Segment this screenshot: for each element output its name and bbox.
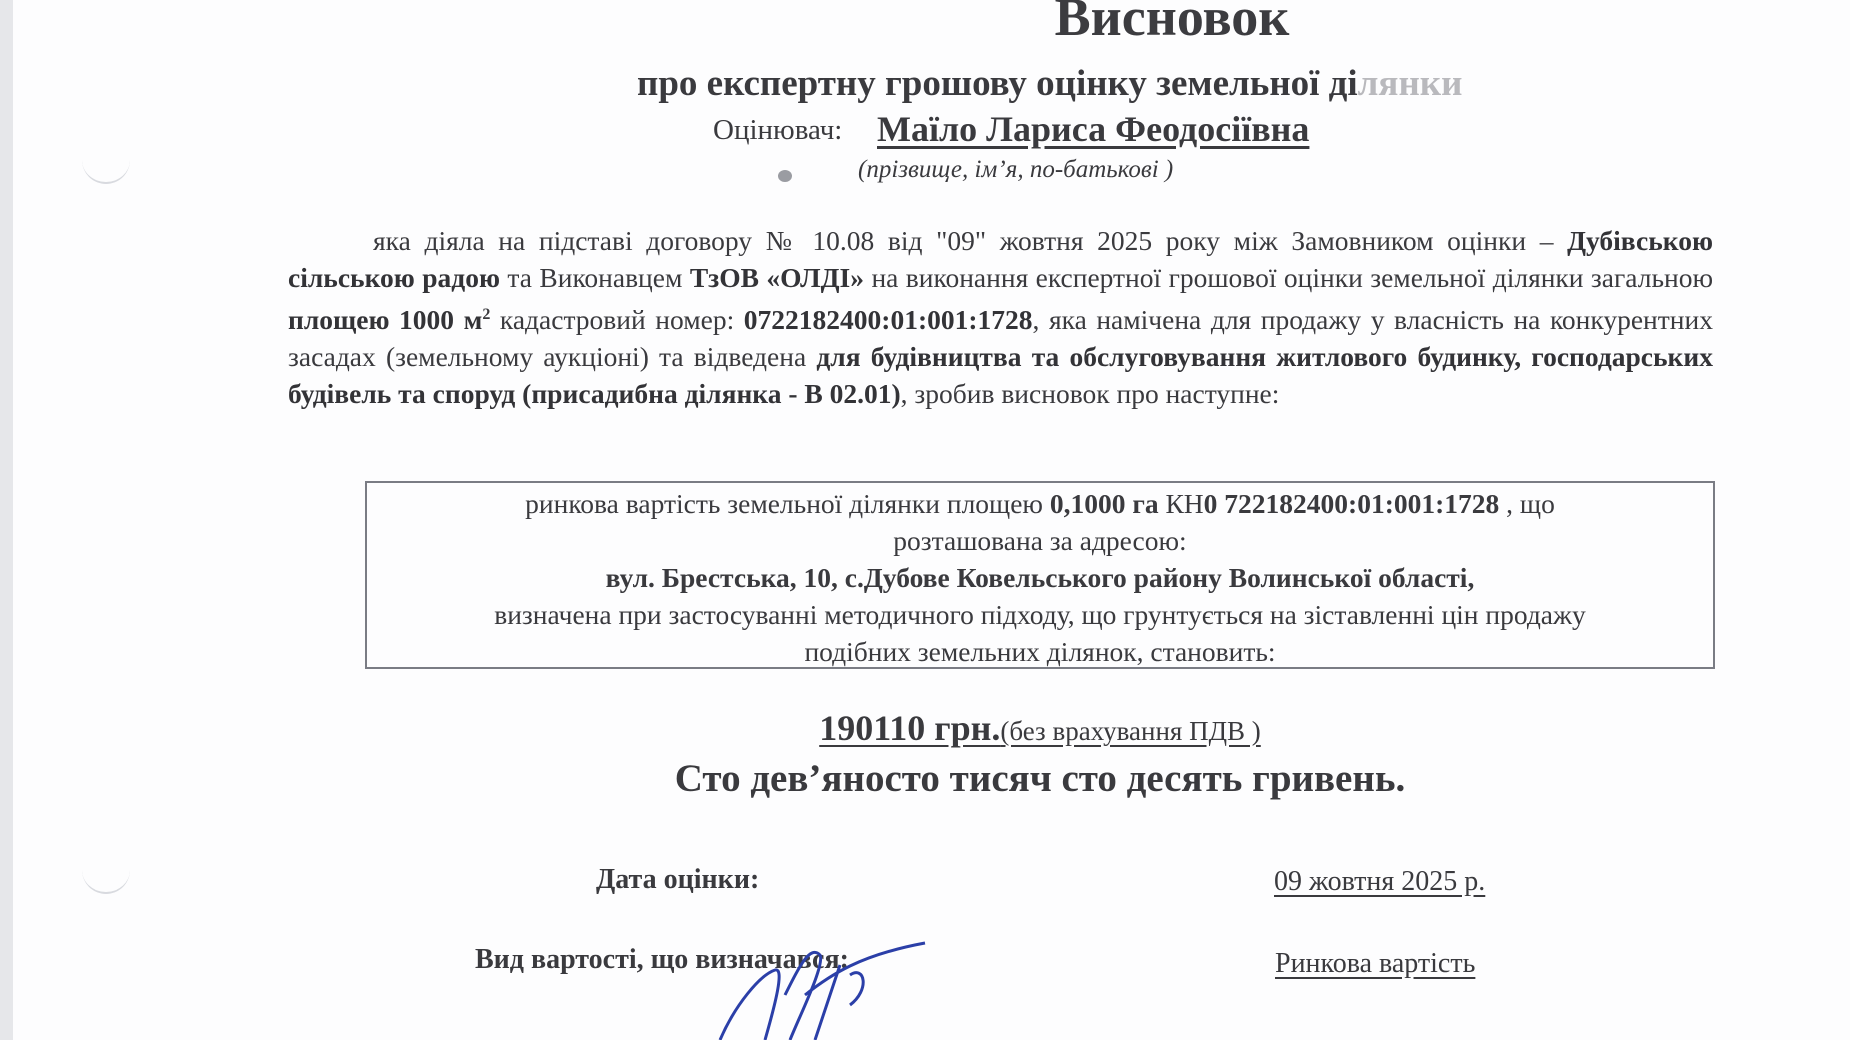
box-line: розташована за адресою:	[893, 525, 1187, 556]
value-type-value: Ринкова вартість	[1275, 948, 1476, 979]
subtitle-text: про експертну грошову оцінку земельної ді	[637, 63, 1358, 104]
document-subtitle	[637, 62, 1462, 105]
scan-edge	[0, 0, 13, 1040]
land-purpose: для будівництва та обслуговування житлового будинку, господарських будівель та споруд (присадибна ділянка - В 02.01)	[288, 341, 1713, 410]
cadastral-number: 0722182400:01:001:1728	[743, 304, 1033, 336]
box-line: подібних земельних ділянок, становить:	[804, 636, 1276, 667]
amount-in-words: Сто дев’яносто тисяч сто десять гривень.	[674, 757, 1406, 800]
appraiser-hint: (прізвище, ім’я, по-батькові )	[858, 156, 1174, 183]
text: КН	[1158, 488, 1204, 519]
appraiser-name: Маїло Лариса Феодосіївна	[877, 109, 1310, 149]
text: , зробив висновок про наступне:	[900, 378, 1280, 410]
main-paragraph	[288, 222, 1713, 412]
area: площею 1000 м	[288, 304, 483, 336]
subtitle-faded-text: лянки	[1357, 63, 1463, 104]
punch-hole-mark	[82, 160, 130, 184]
cadastral-number: 0 722182400:01:001:1728	[1203, 488, 1500, 519]
address: вул. Брестська, 10, с.Дубове Ковельського району Волинської області,	[605, 562, 1475, 593]
signature	[690, 935, 950, 1040]
text: кадастровий номер:	[490, 304, 744, 336]
text: яка діяла на підставі договору № 10.08 від "09" жовтня 2025 року між Замовником оцінки –	[373, 225, 1568, 256]
amount-note: (без врахування ПДВ )	[1000, 716, 1261, 746]
appraiser-label: Оцінювач:	[713, 114, 843, 146]
text: на виконання експертної грошової оцінки земельної ділянки загальною	[864, 262, 1714, 293]
date-label: Дата оцінки:	[596, 864, 760, 895]
document-title: Висновок	[1054, 0, 1290, 47]
scan-speck	[778, 170, 792, 182]
text: , що	[1499, 488, 1555, 519]
customer-name: Дубівською сільською радою	[288, 225, 1713, 293]
date-value: 09 жовтня 2025 р.	[1274, 866, 1486, 897]
value-type-label: Вид вартості, що визначався:	[475, 944, 849, 975]
text: ринкова вартість земельної ділянки площею	[525, 488, 1050, 519]
box-line: визначена при застосуванні методичного підходу, що грунтується на зіставленні цін продажу	[494, 599, 1586, 630]
amount-value: 190110 грн.	[819, 708, 1001, 748]
contractor-name: ТзОВ «ОЛДІ»	[689, 262, 865, 293]
box-line	[367, 485, 1713, 522]
text: та Виконавцем	[499, 262, 690, 293]
area-exponent: 2	[482, 306, 491, 323]
amount-line	[0, 707, 1850, 749]
area-ha: 0,1000 га	[1049, 488, 1159, 519]
valuation-box	[365, 481, 1715, 669]
punch-hole-mark	[82, 870, 130, 894]
text: , яка намічена для продажу у власність на конкурентних засадах (земельному аукціоні) та відведена	[288, 304, 1713, 373]
